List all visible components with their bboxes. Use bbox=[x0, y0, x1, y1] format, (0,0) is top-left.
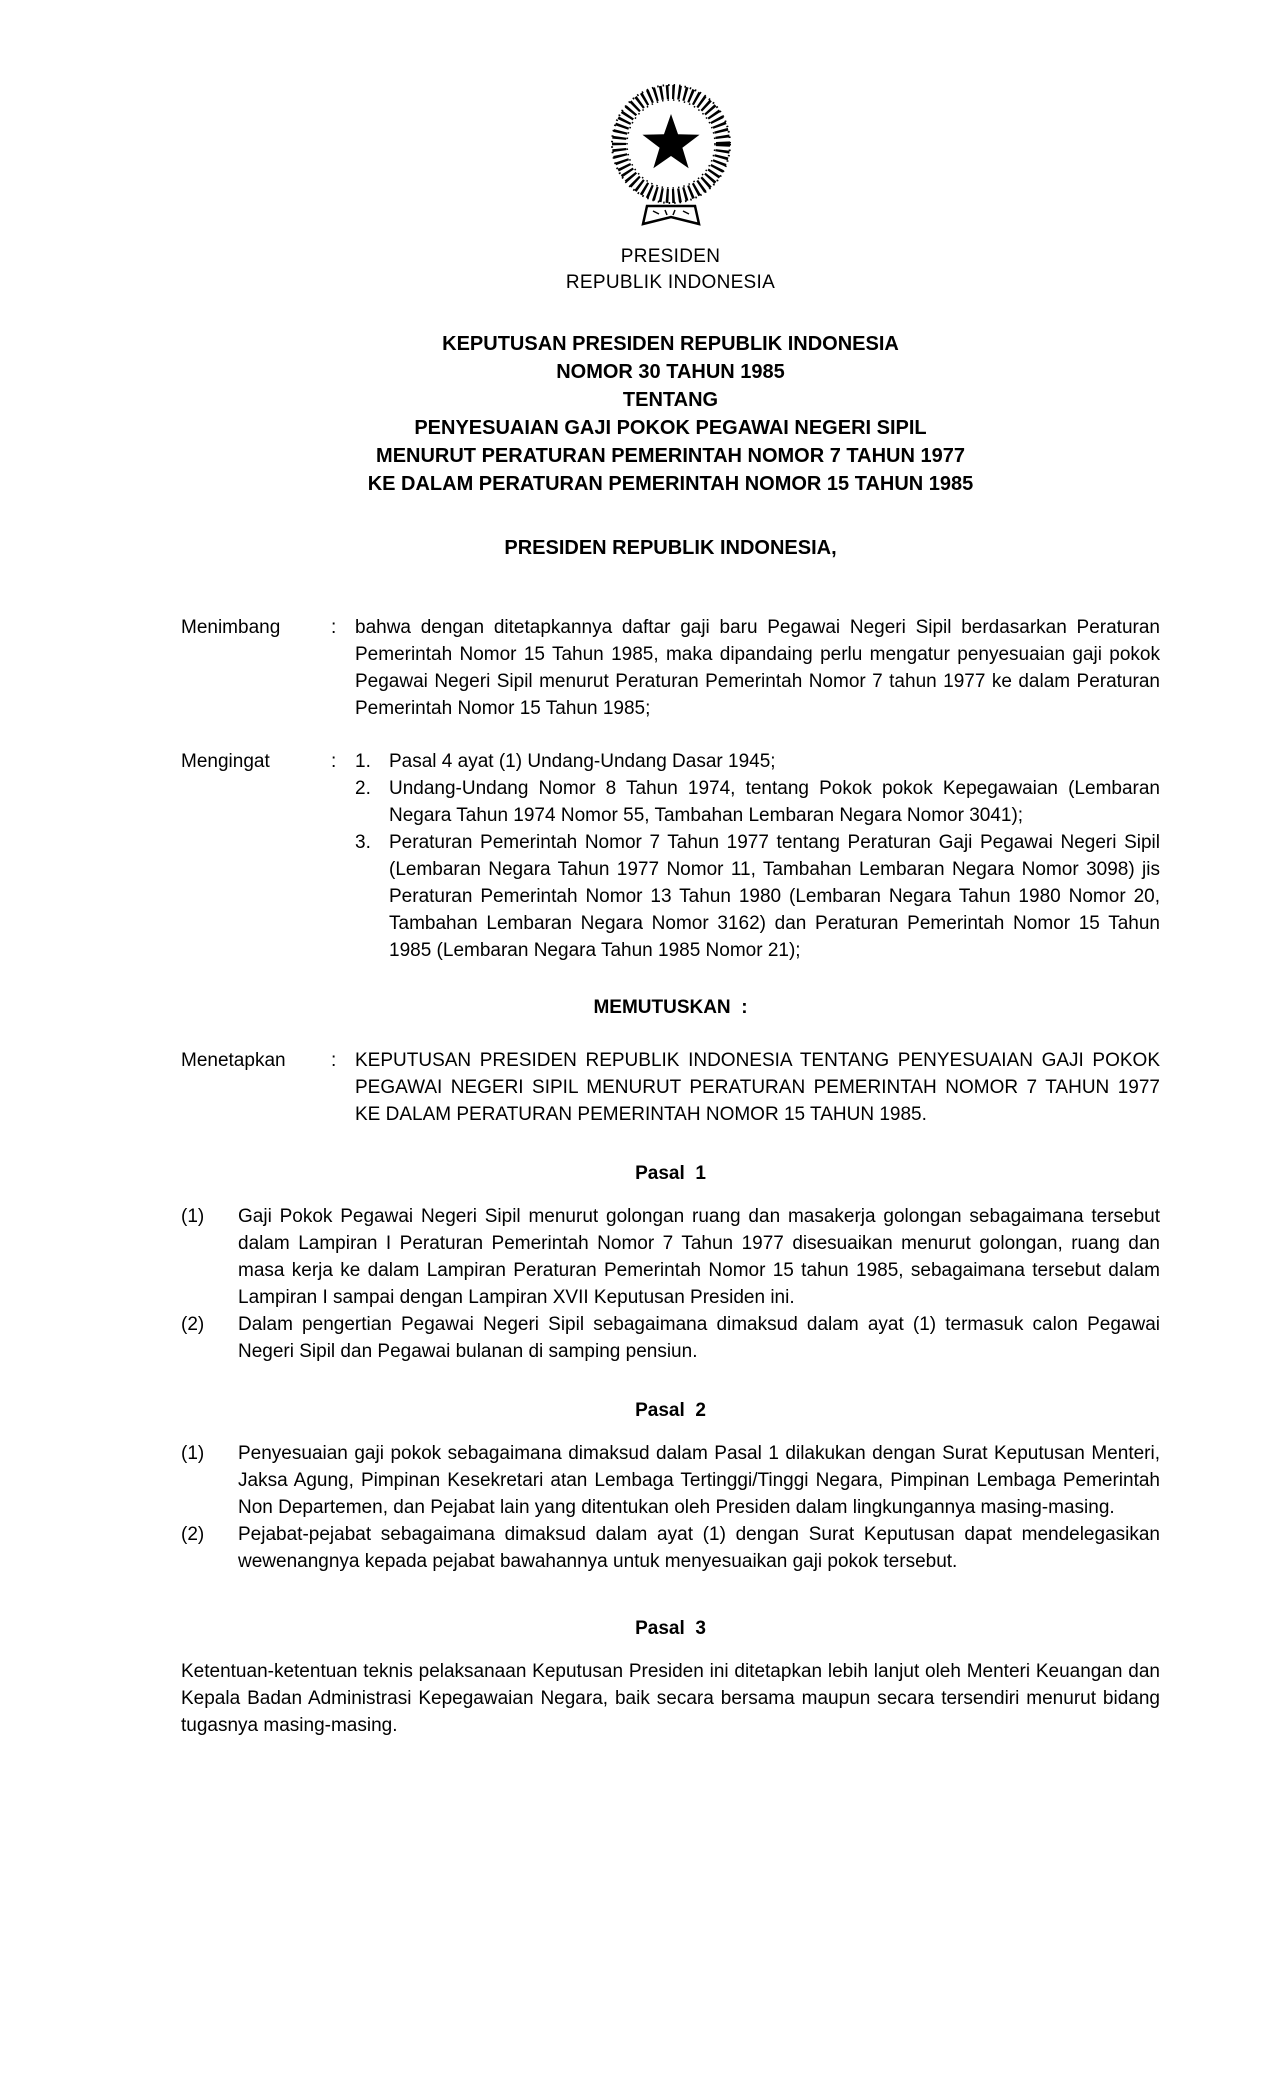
clause-text: Dalam pengertian Pegawai Negeri Sipil sebagaimana dimaksud dalam ayat (1) termasuk calon Pegawai Negeri Sipil dan Pegawai bulanan di samping pensiun. bbox=[238, 1314, 1160, 1362]
clause-number: (1) bbox=[181, 1206, 205, 1227]
document-header bbox=[181, 80, 1160, 296]
menimbang-text: bahwa dengan ditetapkannya daftar gaji baru Pegawai Negeri Sipil berdasarkan Peraturan Pemerintah Nomor 15 Tahun 1985, maka dipandaing perlu mengatur penyesuaian gaji pokok Pegawai Negeri Sipil menurut Peraturan Pemerintah Nomor 7 tahun 1977 ke dalam Peraturan Pemerintah Nomor 15 Tahun 1985; bbox=[355, 617, 1160, 719]
clause-text: Gaji Pokok Pegawai Negeri Sipil menurut golongan ruang dan masakerja golongan sebagaimana tersebut dalam Lampiran I Peraturan Pemerintah Nomor 7 Tahun 1977 disesuaikan menurut golongan, ruang dan masa kerja ke dalam Lampiran Peraturan Pemerintah Nomor 15 tahun 1985, sebagaimana tersebut dalam Lampiran I sampai dengan Lampiran XVII Keputusan Presiden ini. bbox=[238, 1206, 1160, 1308]
mengingat-label: Mengingat bbox=[181, 751, 270, 772]
mengingat-item-number: 1. bbox=[355, 751, 371, 772]
title-line-6: KE DALAM PERATURAN PEMERINTAH NOMOR 15 TAHUN 1985 bbox=[367, 473, 974, 495]
menetapkan-row bbox=[181, 1047, 1160, 1128]
title-line-2: NOMOR 30 TAHUN 1985 bbox=[556, 361, 785, 383]
clause-row bbox=[181, 1311, 1160, 1365]
header-presiden-label: PRESIDEN bbox=[620, 246, 721, 267]
menetapkan-colon: : bbox=[331, 1050, 337, 1071]
clause-row bbox=[181, 1440, 1160, 1521]
pasal-2-heading: Pasal 2 bbox=[635, 1400, 706, 1421]
title-line-3: TENTANG bbox=[622, 389, 719, 411]
mengingat-item-text: Undang-Undang Nomor 8 Tahun 1974, tentang Pokok pokok Kepegawaian (Lembaran Negara Tahun 1974 Nomor 55, Tambahan Lembaran Negara Nomor 3041); bbox=[389, 778, 1160, 826]
mengingat-item-text: Peraturan Pemerintah Nomor 7 Tahun 1977 tentang Peraturan Gaji Pegawai Negeri Sipil (Lembaran Negara Tahun 1977 Nomor 11, Tambahan Lembaran Negara Nomor 3098) jis Peraturan Pemerintah Nomor 13 Tahun 1980 (Lembaran Negara Tahun 1980 Nomor 20, Tambahan Lembaran Negara Nomor 3162) dan Peraturan Pemerintah Nomor 15 Tahun 1985 (Lembaran Negara Tahun 1985 Nomor 21); bbox=[389, 832, 1160, 961]
pasal-3-heading: Pasal 3 bbox=[635, 1618, 706, 1639]
title-line-4: PENYESUAIAN GAJI POKOK PEGAWAI NEGERI SIPIL bbox=[414, 417, 927, 439]
clause-text: Pejabat-pejabat sebagaimana dimaksud dalam ayat (1) dengan Surat Keputusan dapat mendelegasikan wewenangnya kepada pejabat bawahannya untuk menyesuaikan gaji pokok tersebut. bbox=[238, 1524, 1160, 1572]
emblem-container bbox=[181, 80, 1160, 238]
title-line-5: MENURUT PERATURAN PEMERINTAH NOMOR 7 TAHUN 1977 bbox=[376, 445, 965, 467]
mengingat-item-number: 3. bbox=[355, 832, 371, 853]
mengingat-item bbox=[355, 775, 1160, 829]
clause-text: Penyesuaian gaji pokok sebagaimana dimaksud dalam Pasal 1 dilakukan dengan Surat Keputusan Menteri, Jaksa Agung, Pimpinan Kesekretari atan Lembaga Tertinggi/Tinggi Negara, Pimpinan Lembaga Pemerintah Non Departemen, dan Pejabat lain yang ditentukan oleh Presiden dalam lingkungannya masing-masing. bbox=[238, 1443, 1160, 1518]
menimbang-colon: : bbox=[331, 617, 337, 638]
mengingat-item-number: 2. bbox=[355, 778, 371, 799]
clause-row bbox=[181, 1203, 1160, 1311]
closing-paragraph: Ketentuan-ketentuan teknis pelaksanaan Keputusan Presiden ini ditetapkan lebih lanjut oleh Menteri Keuangan dan Kepala Badan Administrasi Kepegawaian Negara, baik secara bersama maupun secara tersendiri menurut bidang tugasnya masing-masing. bbox=[181, 1661, 1160, 1736]
clause-number: (2) bbox=[181, 1524, 205, 1545]
mengingat-item-text: Pasal 4 ayat (1) Undang-Undang Dasar 1945; bbox=[389, 751, 776, 772]
mengingat-item bbox=[355, 748, 1160, 775]
presidential-star-wreath-emblem-icon bbox=[601, 80, 741, 238]
mengingat-row bbox=[181, 748, 1160, 964]
mengingat-item bbox=[355, 829, 1160, 964]
menimbang-row bbox=[181, 614, 1160, 722]
title-line-1: KEPUTUSAN PRESIDEN REPUBLIK INDONESIA bbox=[442, 333, 899, 355]
mengingat-list bbox=[355, 748, 1160, 964]
menimbang-label: Menimbang bbox=[181, 617, 281, 638]
mengingat-colon: : bbox=[331, 751, 337, 772]
memutuskan-heading: MEMUTUSKAN : bbox=[593, 997, 748, 1018]
menetapkan-text: KEPUTUSAN PRESIDEN REPUBLIK INDONESIA TENTANG PENYESUAIAN GAJI POKOK PEGAWAI NEGERI SIPIL MENURUT PERATURAN PEMERINTAH NOMOR 7 TAHUN 1977 KE DALAM PERATURAN PEMERINTAH NOMOR 15 TAHUN 1985. bbox=[355, 1050, 1160, 1125]
header-republik-label: REPUBLIK INDONESIA bbox=[565, 272, 776, 293]
decree-title-block bbox=[181, 330, 1160, 498]
clause-number: (1) bbox=[181, 1443, 205, 1464]
pasal-1-heading: Pasal 1 bbox=[635, 1163, 706, 1184]
clause-row bbox=[181, 1521, 1160, 1575]
issuer-line: PRESIDEN REPUBLIK INDONESIA, bbox=[504, 537, 837, 559]
menetapkan-label: Menetapkan bbox=[181, 1050, 286, 1071]
clause-number: (2) bbox=[181, 1314, 205, 1335]
